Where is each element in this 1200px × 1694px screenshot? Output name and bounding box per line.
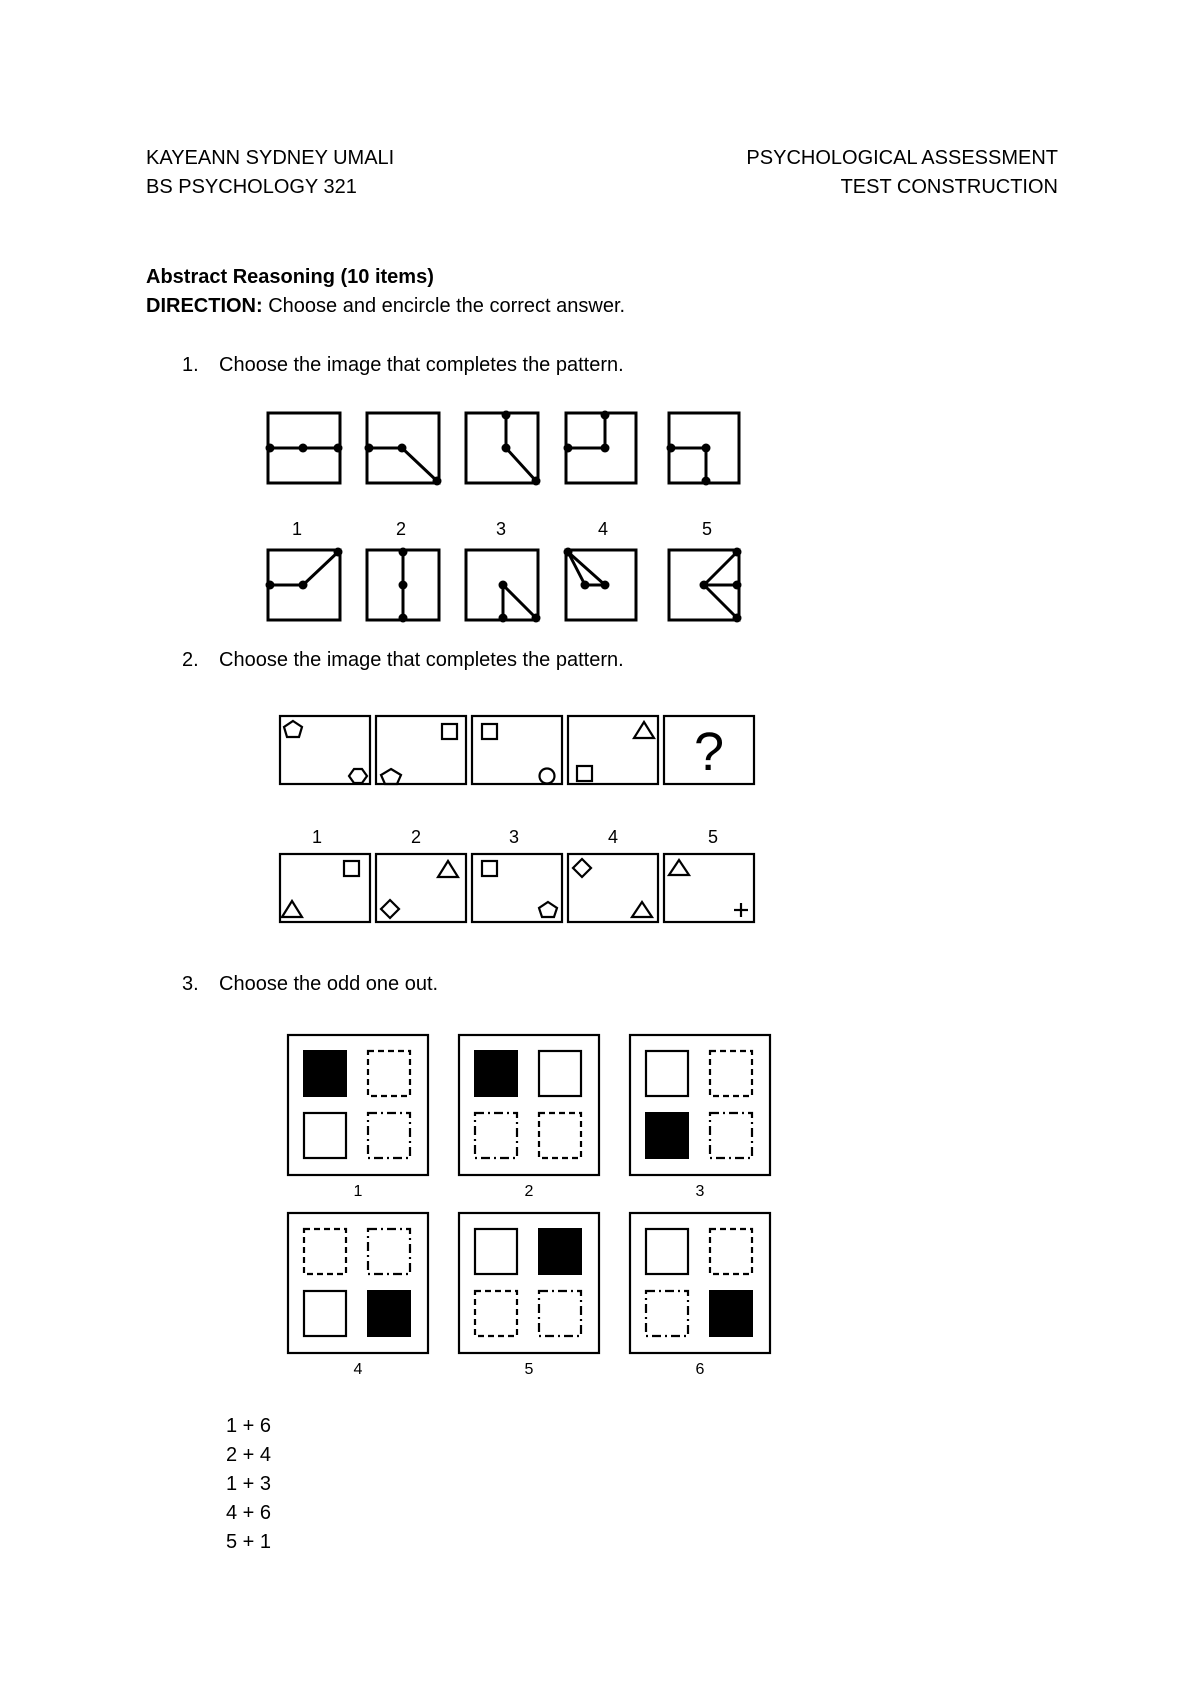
option-frame-2 bbox=[376, 854, 466, 922]
option-label: 4 bbox=[607, 827, 619, 847]
answer-choice[interactable]: 2 + 4 bbox=[226, 1444, 272, 1466]
student-name: KAYEANN SYDNEY UMALI bbox=[146, 147, 395, 169]
answer-choice[interactable]: 1 + 3 bbox=[226, 1473, 272, 1495]
square-icon bbox=[344, 861, 359, 876]
diamond-icon bbox=[573, 859, 591, 877]
option-frame-5 bbox=[664, 854, 754, 922]
figure-label: 6 bbox=[695, 1361, 705, 1378]
question-mark-icon: ? bbox=[693, 722, 725, 782]
answer-choice[interactable]: 4 + 6 bbox=[226, 1502, 272, 1524]
option-label: 2 bbox=[410, 827, 422, 847]
subject-topic: TEST CONSTRUCTION bbox=[840, 176, 1058, 198]
triangle-icon bbox=[669, 860, 689, 875]
answer-choice[interactable]: 5 + 1 bbox=[226, 1531, 272, 1553]
pattern-frame-3 bbox=[472, 716, 562, 784]
question-number: 2. bbox=[182, 649, 199, 671]
diamond-icon bbox=[381, 900, 399, 918]
direction-label: DIRECTION: bbox=[146, 295, 263, 317]
option-label: 3 bbox=[508, 827, 520, 847]
triangle-icon bbox=[634, 722, 654, 738]
option-label: 2 bbox=[395, 519, 407, 539]
option-frame-1 bbox=[280, 854, 370, 922]
answer-choice[interactable]: 1 + 6 bbox=[226, 1415, 272, 1437]
option-label: 5 bbox=[707, 827, 719, 847]
option-frame-3 bbox=[472, 854, 562, 922]
pentagon-icon bbox=[381, 769, 401, 784]
pentagon-icon bbox=[284, 721, 302, 737]
option-label: 1 bbox=[291, 519, 303, 539]
pentagon-icon bbox=[539, 902, 557, 917]
question-1-figure bbox=[260, 405, 750, 625]
question-2-figure bbox=[272, 710, 772, 930]
figure-label: 5 bbox=[524, 1361, 534, 1378]
pattern-frame-1 bbox=[280, 716, 370, 784]
question-number: 3. bbox=[182, 973, 199, 995]
triangle-icon bbox=[282, 901, 302, 917]
direction-line bbox=[146, 294, 625, 318]
option-label: 5 bbox=[701, 519, 713, 539]
hexagon-icon bbox=[349, 769, 367, 783]
pattern-frame-2 bbox=[376, 716, 466, 784]
figure-label: 4 bbox=[353, 1361, 363, 1378]
square-icon bbox=[577, 766, 592, 781]
option-label: 1 bbox=[311, 827, 323, 847]
section-title: Abstract Reasoning (10 items) bbox=[146, 266, 434, 288]
option-label: 3 bbox=[495, 519, 507, 539]
direction-text: Choose and encircle the correct answer. bbox=[262, 295, 626, 317]
triangle-icon bbox=[438, 861, 458, 877]
circle-icon bbox=[540, 769, 555, 784]
student-course: BS PSYCHOLOGY 321 bbox=[146, 176, 357, 198]
figure-label: 3 bbox=[695, 1183, 705, 1200]
pattern-frame-4 bbox=[568, 716, 658, 784]
option-frame-4 bbox=[568, 854, 658, 922]
option-label: 4 bbox=[597, 519, 609, 539]
square-icon bbox=[482, 724, 497, 739]
question-3-figure bbox=[286, 1033, 776, 1383]
figure-label: 2 bbox=[524, 1183, 534, 1200]
subject-title: PSYCHOLOGICAL ASSESSMENT bbox=[746, 147, 1058, 169]
triangle-icon bbox=[632, 902, 652, 917]
square-icon bbox=[442, 724, 457, 739]
question-prompt: Choose the odd one out. bbox=[219, 973, 439, 995]
question-prompt: Choose the image that completes the pattern. bbox=[219, 649, 624, 671]
question-prompt: Choose the image that completes the pattern. bbox=[219, 354, 624, 376]
figure-label: 1 bbox=[353, 1183, 363, 1200]
square-icon bbox=[482, 861, 497, 876]
question-number: 1. bbox=[182, 354, 199, 376]
